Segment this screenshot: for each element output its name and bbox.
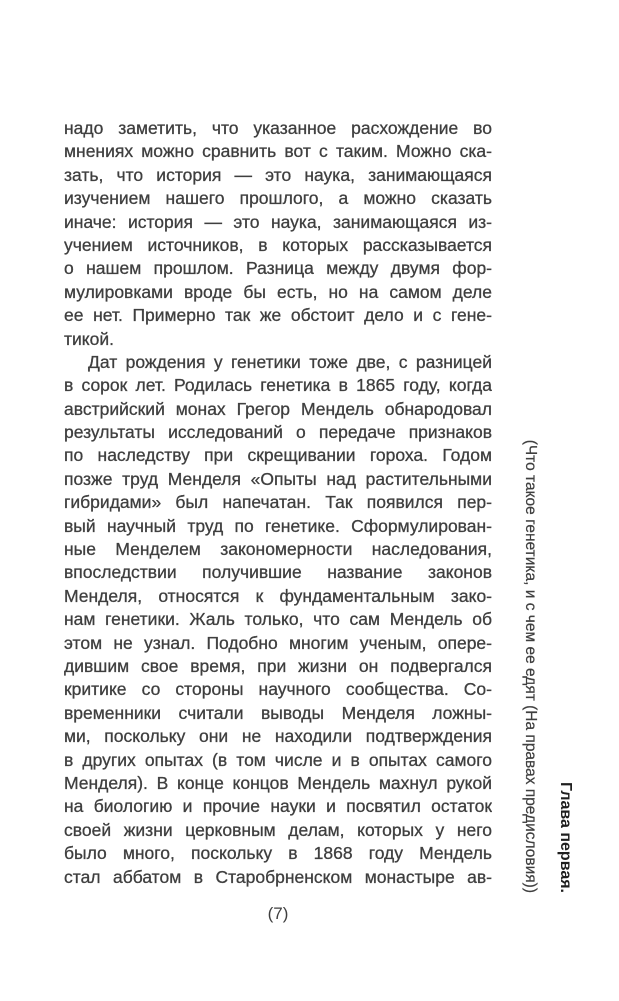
text-line: нам генетики. Жаль только, что сам Мендель об (64, 609, 492, 630)
text-line: Дат рождения у генетики тоже две, с разницей (88, 351, 492, 372)
text-line: Менделя, относятся к фундаментальным зако- (64, 585, 492, 606)
text-line: своей жизни церковным делам, которых у него (64, 819, 492, 840)
paragraph (64, 117, 492, 351)
text-line: стал аббатом в Старобрненском монастыре ав- (64, 866, 492, 887)
paragraph (64, 351, 492, 889)
text-line: на биологию и прочие науки и посвятил остаток (64, 796, 492, 817)
text-line: по наследству при скрещивании гороха. Годом (64, 445, 492, 466)
text-line: результаты исследований о передаче признаков (64, 422, 492, 443)
text-line: мнениях можно сравнить вот с таким. Можно ска- (64, 141, 492, 162)
text-line: ее нет. Примерно так же обстоит дело и с гене- (64, 305, 492, 326)
text-line: иначе: история — это наука, занимающаяся из- (64, 211, 492, 232)
text-line: в других опытах (в том числе и в опытах самого (64, 749, 492, 770)
text-line: ные Менделем закономерности наследования, (64, 539, 492, 560)
body-text (64, 117, 492, 889)
margin-chapter-heading (513, 393, 585, 893)
text-line: дившим свое время, при жизни он подвергался (64, 655, 492, 676)
text-line: гибридами» был напечатан. Так появился пер- (64, 492, 492, 513)
chapter-subtitle: (Что такое генетика, и с чем ее едят (На правах предисловия)) (522, 439, 539, 893)
text-line: о нашем прошлом. Разница между двумя фор- (64, 258, 492, 279)
text-line: учением источников, в которых рассказывается (64, 234, 492, 255)
text-line: позже труд Менделя «Опыты над растительными (64, 468, 492, 489)
text-line: тикой. (64, 328, 115, 349)
text-line: зать, что история — это наука, занимающаяся (64, 164, 492, 185)
text-line: ми, поскольку они не находили подтверждения (64, 726, 492, 747)
text-line: было много, поскольку в 1868 году Мендель (64, 843, 492, 864)
text-line: мулировками вроде бы есть, но на самом деле (64, 281, 492, 302)
text-line: изучением нашего прошлого, а можно сказать (64, 188, 492, 209)
text-line: этом не узнал. Подобно многим ученым, опере- (64, 632, 492, 653)
text-line: надо заметить, что указанное расхождение во (64, 118, 492, 138)
text-line: вый научный труд по генетике. Сформулирован- (64, 515, 492, 536)
text-line: Менделя). В конце концов Мендель махнул рукой (64, 772, 492, 793)
text-line: критике со стороны научного сообщества. Со- (64, 679, 492, 700)
text-line: временники считали выводы Менделя ложны- (64, 702, 492, 723)
text-line: в сорок лет. Родилась генетика в 1865 году, когда (64, 375, 492, 396)
page-number: (7) (267, 904, 289, 923)
chapter-title: Глава первая. (557, 782, 574, 893)
text-line: австрийский монах Грегор Мендель обнародовал (64, 398, 492, 419)
text-line: впоследствии получившие название законов (64, 562, 492, 583)
